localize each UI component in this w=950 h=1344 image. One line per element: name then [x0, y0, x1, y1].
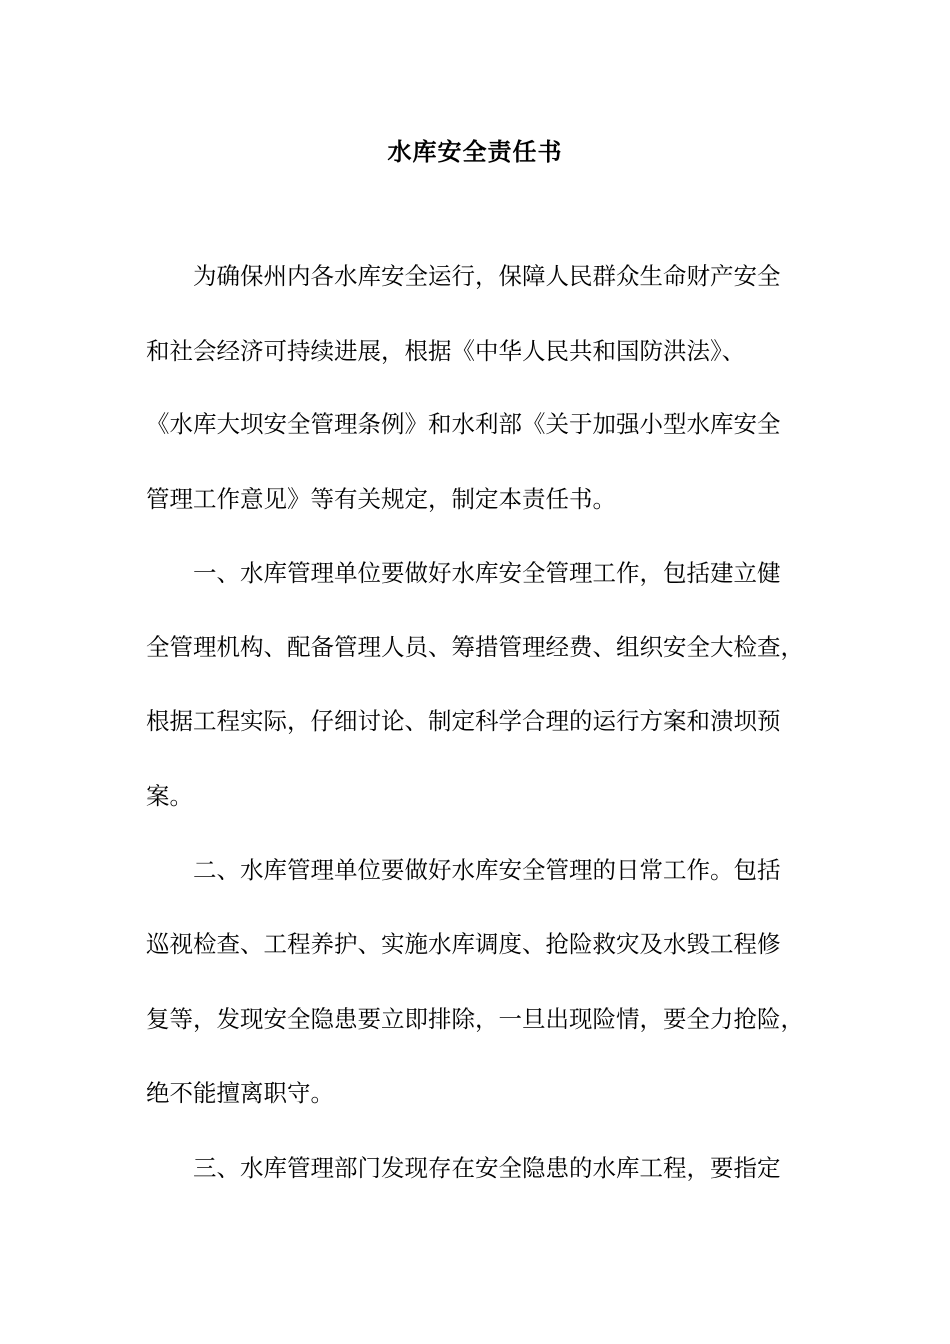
paragraph-1-line-4: 案。	[146, 782, 193, 810]
paragraph-intro-line-3: 《水库大坝安全管理条例》和水利部《关于加强小型水库安全	[146, 410, 781, 438]
paragraph-2-line-4: 绝不能擅离职守。	[146, 1079, 334, 1107]
document-title: 水库安全责任书	[387, 137, 563, 166]
paragraph-2-line-1: 二、水库管理单位要做好水库安全管理的日常工作。包括	[193, 856, 781, 884]
paragraph-intro-line-2: 和社会经济可持续进展，根据《中华人民共和国防洪法》、	[146, 337, 746, 365]
paragraph-1-line-2: 全管理机构、配备管理人员、筹措管理经费、组织安全大检查，	[146, 633, 804, 661]
paragraph-3-line-1: 三、水库管理部门发现存在安全隐患的水库工程，要指定	[193, 1154, 781, 1182]
paragraph-2-line-3: 复等，发现安全隐患要立即排除，一旦出现险情，要全力抢险，	[146, 1005, 804, 1033]
paragraph-intro-line-1: 为确保州内各水库安全运行，保障人民群众生命财产安全	[193, 262, 781, 290]
paragraph-1-line-1: 一、水库管理单位要做好水库安全管理工作，包括建立健	[193, 559, 781, 587]
paragraph-2-line-2: 巡视检查、工程养护、实施水库调度、抢险救灾及水毁工程修	[146, 930, 781, 958]
paragraph-1-line-3: 根据工程实际，仔细讨论、制定科学合理的运行方案和溃坝预	[146, 707, 781, 735]
paragraph-intro-line-4: 管理工作意见》等有关规定，制定本责任书。	[146, 485, 616, 513]
